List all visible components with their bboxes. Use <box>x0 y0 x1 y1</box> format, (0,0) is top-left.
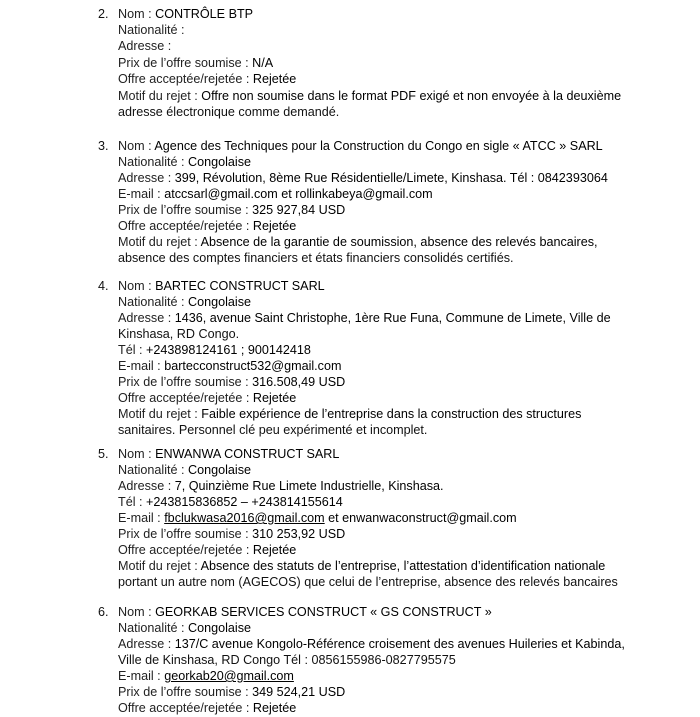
email-line <box>118 510 517 526</box>
nom-line <box>118 6 253 22</box>
nationalite-line <box>118 294 251 310</box>
tel-line <box>118 494 343 510</box>
nom-line <box>118 138 603 154</box>
nom-value: CONTRÔLE BTP <box>155 7 254 21</box>
adresse-line <box>118 310 611 326</box>
email-line <box>118 668 294 684</box>
prix-label: Prix de l’offre soumise : <box>118 203 253 217</box>
prix-line <box>118 374 345 390</box>
offre-label: Offre acceptée/rejetée : <box>118 391 253 405</box>
motif-value: Faible expérience de l’entreprise dans la construction des structures <box>201 407 582 421</box>
offre-label: Offre acceptée/rejetée : <box>118 543 253 557</box>
prix-line <box>118 202 345 218</box>
nom-label: Nom : <box>118 7 156 21</box>
nationalite-label: Nationalité : <box>118 463 189 477</box>
entry-number: 5. <box>98 447 109 461</box>
motif-line-2: adresse électronique comme demandé. <box>118 105 340 119</box>
nationalite-line <box>118 620 251 636</box>
nationalite-label: Nationalité : <box>118 621 189 635</box>
tel-label: Tél : <box>118 343 146 357</box>
motif-value: Absence des statuts de l’entreprise, l’attestation d’identification nationale <box>200 559 606 573</box>
email-value: bartecconstruct532@gmail.com <box>164 359 342 373</box>
nationalite-label: Nationalité : <box>118 295 189 309</box>
entry-number: 4. <box>98 279 109 293</box>
nom-line <box>118 604 492 620</box>
tel-value: +243815836852 – +243814155614 <box>146 495 343 509</box>
offre-label: Offre acceptée/rejetée : <box>118 72 253 86</box>
email-label: E-mail : <box>118 511 165 525</box>
offre-value: Rejetée <box>252 543 297 557</box>
nom-label: Nom : <box>118 139 155 153</box>
prix-value: 316.508,49 USD <box>252 375 346 389</box>
nationalite-label: Nationalité : <box>118 23 185 37</box>
tel-line <box>118 342 311 358</box>
prix-label: Prix de l’offre soumise : <box>118 527 253 541</box>
nationalite-line <box>118 22 185 38</box>
nom-line <box>118 446 339 462</box>
motif-line <box>118 558 605 574</box>
nom-value: BARTEC CONSTRUCT SARL <box>155 279 325 293</box>
motif-line <box>118 88 621 104</box>
offre-label: Offre acceptée/rejetée : <box>118 701 253 715</box>
offre-line <box>118 218 296 234</box>
offre-line <box>118 700 296 716</box>
nom-label: Nom : <box>118 279 156 293</box>
email-line <box>118 358 341 374</box>
prix-value: 349 524,21 USD <box>252 685 346 699</box>
nationalite-value: Congolaise <box>188 155 252 169</box>
nationalite-label: Nationalité : <box>118 155 189 169</box>
motif-line-2: portant un autre nom (AGECOS) que celui de l’entreprise, absence des relevés bancaires <box>118 575 618 589</box>
offre-line <box>118 542 296 558</box>
adresse-label: Adresse : <box>118 171 175 185</box>
motif-label: Motif du rejet : <box>118 407 202 421</box>
motif-line-2: sanitaires. Personnel clé peu expérimenté et incomplet. <box>118 423 428 437</box>
entry-number: 2. <box>98 7 109 21</box>
adresse-label: Adresse : <box>118 311 175 325</box>
email-label: E-mail : <box>118 359 165 373</box>
email-label: E-mail : <box>118 187 165 201</box>
motif-value: Offre non soumise dans le format PDF exigé et non envoyée à la deuxième <box>201 89 622 103</box>
adresse-value: 399, Révolution, 8ème Rue Résidentielle/Limete, Kinshasa. Tél : 0842393064 <box>174 171 608 185</box>
adresse-label: Adresse : <box>118 479 175 493</box>
adresse-line <box>118 478 444 494</box>
motif-line <box>118 234 598 250</box>
offre-value: Rejetée <box>252 391 297 405</box>
email-value: et enwanwaconstruct@gmail.com <box>324 511 517 525</box>
prix-line <box>118 526 345 542</box>
adresse-line-2: Ville de Kinshasa, RD Congo Tél : 0856155986-0827795575 <box>118 653 456 667</box>
adresse-line <box>118 170 608 186</box>
nationalite-value: Congolaise <box>188 295 252 309</box>
nationalite-value: Congolaise <box>188 621 252 635</box>
adresse-value: 137/C avenue Kongolo-Référence croisement des avenues Huileries et Kabinda, <box>174 637 625 651</box>
nom-label: Nom : <box>118 447 156 461</box>
email-line <box>118 186 433 202</box>
nationalite-value: Congolaise <box>188 463 252 477</box>
tel-value: +243898124161 ; 900142418 <box>146 343 311 357</box>
adresse-value: 1436, avenue Saint Christophe, 1ère Rue Funa, Commune de Limete, Ville de <box>174 311 611 325</box>
offre-value: Rejetée <box>252 219 297 233</box>
nom-line <box>118 278 325 294</box>
prix-label: Prix de l’offre soumise : <box>118 56 253 70</box>
adresse-label: Adresse : <box>118 637 175 651</box>
prix-value: 325 927,84 USD <box>252 203 346 217</box>
nom-value: Agence des Techniques pour la Construction du Congo en sigle « ATCC » SARL <box>154 139 603 153</box>
motif-label: Motif du rejet : <box>118 235 201 249</box>
nationalite-line <box>118 462 251 478</box>
prix-label: Prix de l’offre soumise : <box>118 685 253 699</box>
nom-label: Nom : <box>118 605 156 619</box>
entry-number: 3. <box>98 139 109 153</box>
offre-line <box>118 390 296 406</box>
motif-label: Motif du rejet : <box>118 89 202 103</box>
prix-label: Prix de l’offre soumise : <box>118 375 253 389</box>
email-link[interactable]: fbclukwasa2016@gmail.com <box>164 511 325 525</box>
offre-label: Offre acceptée/rejetée : <box>118 219 253 233</box>
nationalite-line <box>118 154 251 170</box>
entry-number: 6. <box>98 605 109 619</box>
prix-value: 310 253,92 USD <box>252 527 346 541</box>
prix-line <box>118 55 273 71</box>
email-value: atccsarl@gmail.com et rollinkabeya@gmail.com <box>164 187 433 201</box>
adresse-line <box>118 636 625 652</box>
email-link[interactable]: georkab20@gmail.com <box>164 669 294 683</box>
adresse-line <box>118 38 171 54</box>
offre-line <box>118 71 296 87</box>
motif-line-2: absence des comptes financiers et états financiers consolidés certifiés. <box>118 251 514 265</box>
motif-label: Motif du rejet : <box>118 559 201 573</box>
adresse-label: Adresse : <box>118 39 172 53</box>
adresse-line-2: Kinshasa, RD Congo. <box>118 327 240 341</box>
prix-value: N/A <box>252 56 274 70</box>
offre-value: Rejetée <box>252 701 297 715</box>
motif-line <box>118 406 581 422</box>
email-label: E-mail : <box>118 669 165 683</box>
prix-line <box>118 684 345 700</box>
nom-value: ENWANWA CONSTRUCT SARL <box>155 447 340 461</box>
offre-value: Rejetée <box>252 72 297 86</box>
motif-value: Absence de la garantie de soumission, absence des relevés bancaires, <box>200 235 598 249</box>
adresse-value: 7, Quinzième Rue Limete Industrielle, Kinshasa. <box>174 479 444 493</box>
nom-value: GEORKAB SERVICES CONSTRUCT « GS CONSTRUCT » <box>155 605 492 619</box>
tel-label: Tél : <box>118 495 146 509</box>
